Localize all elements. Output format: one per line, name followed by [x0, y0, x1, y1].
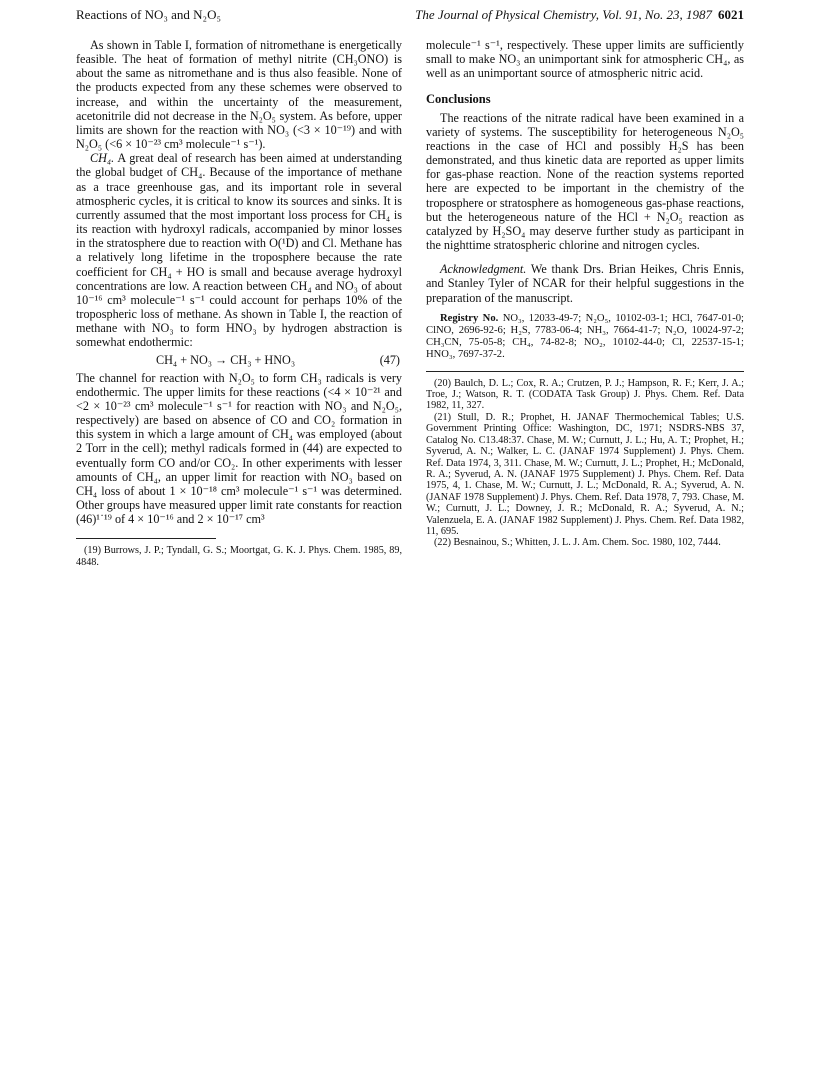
acknowledgment-lead: Acknowledgment. — [440, 262, 527, 277]
footnotes-right — [426, 378, 744, 549]
paragraph-methane-text: A great deal of research has been aimed at understanding the global budget of CH₄. Because of the importance of methane as a trace greenhouse gas, and its important role in several atmospheric cycles, it is critical to know its sources and sinks. It is currently assumed that the most important loss process for CH₄ is its reaction with hydroxyl radicals, accompanied by minor losses in the stratosphere due to reaction with O(¹D) and Cl. Methane has a relatively long lifetime in the troposphere because the rate coefficient for CH₄ + HO is small and because average hydroxyl concentrations are low. A reaction between CH₄ and NO₃ of about 10⁻¹⁶ cm³ molecule⁻¹ s⁻¹ could account for perhaps 10% of the tropospheric loss of methane. As shown in Table I, the reaction of methane with NO₃ to form HNO₃ by hydrogen abstraction is somewhat endothermic: — [76, 151, 402, 350]
footnote-divider-right — [426, 371, 744, 372]
acknowledgment-text: We thank Drs. Brian Heikes, Chris Ennis, and Stanley Tyler of NCAR for their helpful suggestions in the preparation of the manuscript. — [426, 262, 744, 305]
paragraph-methane — [76, 151, 402, 349]
acknowledgment — [426, 262, 744, 304]
registry-numbers — [426, 313, 744, 361]
footnote-divider — [76, 538, 216, 539]
footnotes-left — [76, 545, 402, 568]
paragraph-nitromethane: As shown in Table I, formation of nitromethane is energetically feasible. The heat of formation of methyl nitrite (CH₃ONO) is about the same as nitromethane and is thus also feasible. None of the products expected from any these schemes were observed to increase, and within the uncertainty of the measurement, acetonitrile did not decrease in the N₂O₅ system. As before, upper limits are shown for the reaction with NO₃ (<3 × 10⁻¹⁹) and with N₂O₅ (<6 × 10⁻²³ cm³ molecule⁻¹ s⁻¹). — [76, 38, 402, 152]
equation-47 — [76, 353, 402, 367]
footnote-20: (20) Baulch, D. L.; Cox, R. A.; Crutzen, P. J.; Hampson, R. F.; Kerr, J. A.; Troe, J.; Watson, R. T. (CODATA Task Group) J. Phys. Chem. Ref. Data 1982, 11, 327. — [426, 377, 744, 412]
paragraph-conclusions: The reactions of the nitrate radical have been examined in a variety of systems. The susceptibility for heterogeneous N₂O₅ reactions in the case of HCl and possibly H₂S has been demonstrated, and thus kinetic data are reported as upper limits for gas-phase reaction. None of the reaction systems reported here are expected to be important in the chemistry of the troposphere or stratosphere as homogeneous gas-phase reactions, but the heterogeneous nature of the HCl + N₂O₅ reaction as catalyzed by H₂SO₄ may deserve further study as participant in the nighttime stratospheric chlorine and nitrogen cycles. — [426, 110, 744, 253]
equation-number: (47) — [379, 353, 400, 368]
page-number: 6021 — [718, 7, 744, 22]
registry-lead: Registry No. — [440, 312, 499, 324]
running-title: Reactions of NO₃ and N₂O₅ — [76, 7, 222, 22]
registry-text: NO₃, 12033-49-7; N₂O₅, 10102-03-1; HCl, 7647-01-0; ClNO, 2696-92-6; H₂S, 7783-06-4; NH₃, 7664-41-7; N₂O, 10024-97-2; CH₃CN, 75-05-8; CH₄, 74-82-8; NO₂, 10102-44-0; Cl, 22537-15-1; HNO₃, 7697-37-2. — [426, 312, 744, 360]
journal-citation — [415, 7, 744, 23]
footnote-19: (19) Burrows, J. P.; Tyndall, G. S.; Moortgat, G. K. J. Phys. Chem. 1985, 89, 4848. — [76, 545, 402, 568]
right-column — [426, 38, 744, 549]
footnote-22: (22) Besnainou, S.; Whitten, J. L. J. Am. Chem. Soc. 1980, 102, 7444. — [434, 537, 721, 549]
equation-expression: CH₄ + NO₃ → CH₃ + HNO₃ — [156, 353, 296, 368]
section-lead-ch4: CH₄. — [90, 151, 115, 166]
section-heading-conclusions: Conclusions — [426, 92, 491, 107]
running-header — [76, 7, 744, 27]
paragraph-n2o5-channel: The channel for reaction with N₂O₅ to form CH₃ radicals is very endothermic. The upper limits for these reactions (<4 × 10⁻²¹ and <2 × 10⁻²³ cm³ molecule⁻¹ s⁻¹ for reaction with NO₃ and N₂O₅, respectively) are based on absence of CO and CO₂ formation in this system in which a large amount of CH₄ was employed (about 2 Torr in the cell); methyl radicals formed in (44) are expected to eventually form CO and/or CO₂. In other experiments with lesser amounts of CH₄, an upper limit for reaction with NO₃ based on CH₄ loss of about 1 × 10⁻¹⁸ cm³ molecule⁻¹ s⁻¹ was determined. Other groups have measured upper limit rate constants for reaction (46)¹˙¹⁹ of 4 × 10⁻¹⁶ and 2 × 10⁻¹⁷ cm³ — [76, 370, 402, 527]
paragraph-continuation: molecule⁻¹ s⁻¹, respectively. These upper limits are sufficiently small to make NO₃ an unimportant sink for atmospheric CH₄, as well as an unimportant source of atmospheric nitric acid. — [426, 38, 744, 81]
left-column — [76, 38, 402, 568]
journal-name: The Journal of Physical Chemistry, Vol. 91, No. 23, 1987 — [415, 7, 712, 22]
footnote-21: (21) Stull, D. R.; Prophet, H. JANAF Thermochemical Tables; U.S. Government Printing Office: Washington, DC, 1971; NSDRS-NBS 37, Catalog No. C13.48:37. Chase, M. W.; Curnutt, J. L.; Hu, A. T.; Prophet, H.; Syverud, A. N.; Walker, L. C. (JANAF 1974 Supplement) J. Phys. Chem. Ref. Data 1974, 3, 311. Chase, M. W.; Curnutt, J. L.; Prophet, H.; McDonald, R. A.; Syverud, A. N. (JANAF 1975 Supplement) J. Phys. Chem. Ref. Data 1975, 4, 1. Chase, M. W.; Curnutt, J. L.; McDonald, R. A.; Syverud, A. N. (JANAF 1978 Supplement) J. Phys. Chem. Ref. Data 1978, 7, 793. Chase, M. W.; Curnutt, J. L.; Downey, J. R.; McDonald, R. A.; Syverud, A. N.; Valenzuela, E. A. (JANAF 1982 Supplement) J. Phys. Chem. Ref. Data 1982, 11, 695. — [426, 411, 744, 537]
